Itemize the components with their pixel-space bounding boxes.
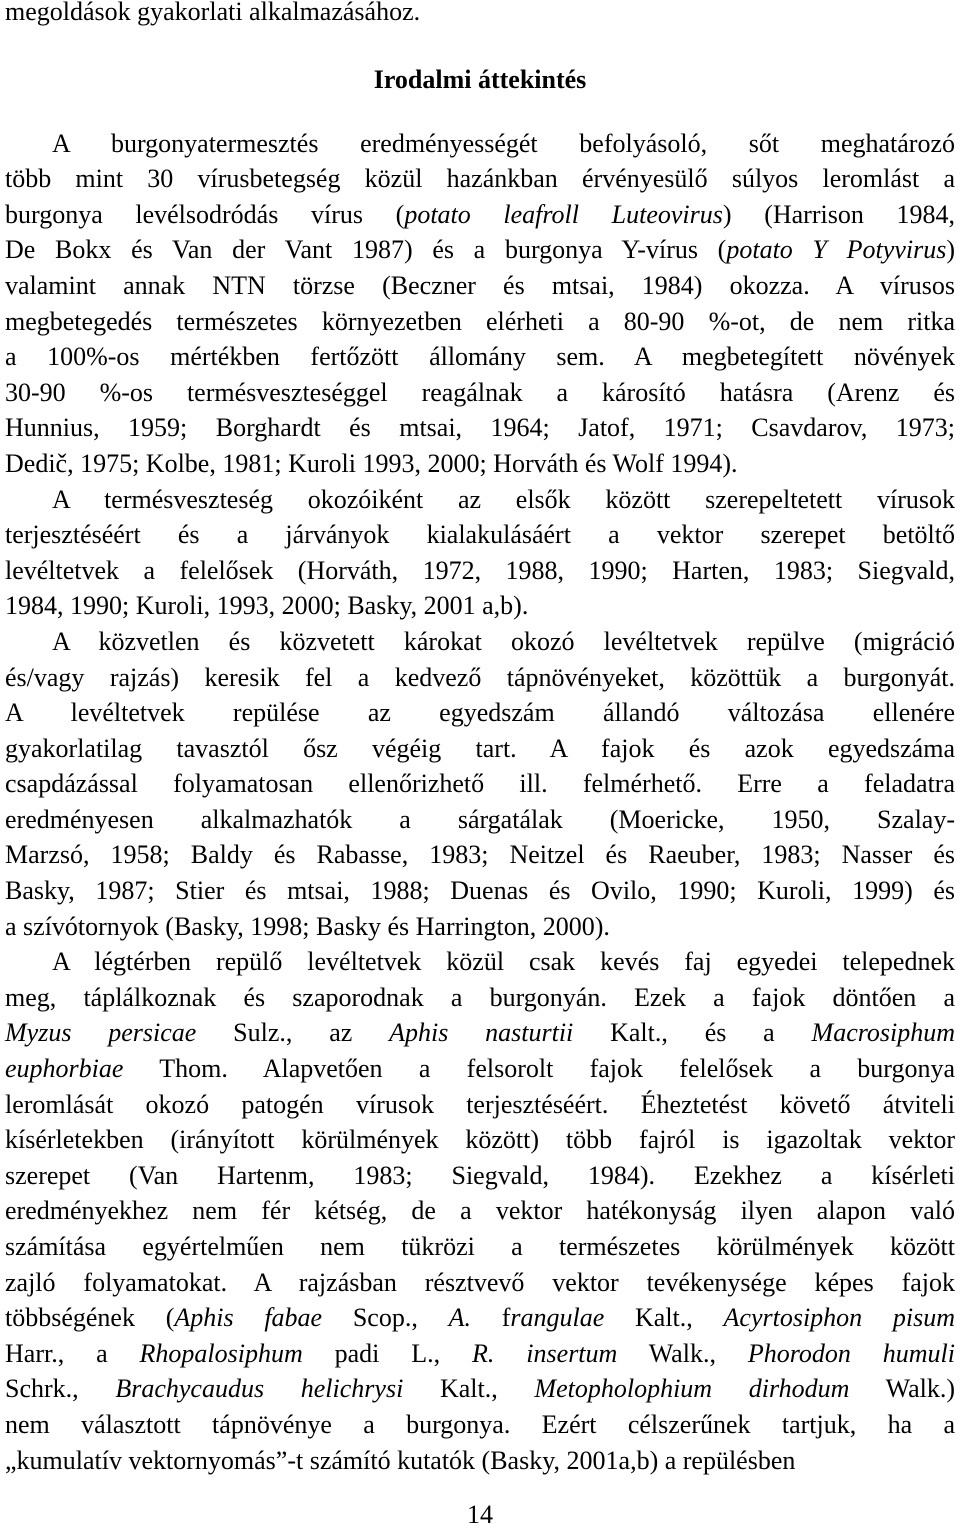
text-run: Harr., a: [5, 1338, 140, 1368]
text-run: Sulz., az: [196, 1018, 390, 1048]
text-run: valamint annak NTN törzse (Beczner és mtsai, 1984) okozza. A vírusos: [5, 270, 955, 300]
text-run: ): [946, 235, 955, 265]
text-line: [5, 873, 955, 909]
text-line: [5, 1158, 955, 1194]
text-line: [5, 588, 955, 624]
text-run: eredményesen alkalmazhatók a sárgatálak (Moericke, 1950, Szalay-: [5, 804, 955, 834]
text-run: burgonya levélsodródás vírus (: [5, 199, 405, 229]
italic-text: Phorodon humuli: [747, 1338, 955, 1368]
text-line: [5, 304, 955, 340]
paragraph: [5, 126, 955, 482]
text-line: [5, 339, 955, 375]
text-line: [5, 660, 955, 696]
text-line: [5, 410, 955, 446]
text-run: terjesztéséért és a járványok kialakulásáért a vektor szerepet betöltő: [5, 520, 955, 550]
italic-text: Macrosiphum: [811, 1018, 956, 1048]
italic-text: Myzus persicae: [5, 1018, 197, 1048]
text-line: [5, 1371, 955, 1407]
text-run: a szívótornyok (Basky, 1998; Basky és Harrington, 2000).: [5, 911, 610, 941]
text-line: [5, 1336, 955, 1372]
text-run: Kalt.,: [604, 1303, 724, 1333]
text-line: [5, 1265, 955, 1301]
text-run: nem választott tápnövénye a burgonya. Ezért célszerűnek tartjuk, ha a: [5, 1409, 955, 1439]
italic-text: R. insertum: [472, 1338, 618, 1368]
paragraph: [5, 944, 955, 1478]
text-run: többségének (: [5, 1303, 175, 1333]
text-run: csapdázással folyamatosan ellenőrizhető ill. felmérhető. Erre a feladatra: [5, 769, 955, 799]
text-line: [5, 1051, 955, 1087]
document-page: [5, 0, 955, 1478]
body-text: [5, 126, 955, 1479]
text-line: [5, 624, 955, 660]
text-run: szerepet (Van Hartenm, 1983; Siegvald, 1984). Ezekhez a kísérleti: [5, 1160, 955, 1190]
text-line: [5, 802, 955, 838]
paragraph: [5, 482, 955, 624]
text-run: több mint 30 vírusbetegség közül hazánkban érvényesülő súlyos leromlást a: [5, 164, 955, 194]
text-line: [5, 1407, 955, 1443]
text-line: [5, 375, 955, 411]
text-run: f: [470, 1303, 511, 1333]
text-line: [5, 517, 955, 553]
text-run: levéltetvek a felelősek (Horváth, 1972, 1988, 1990; Harten, 1983; Siegvald,: [5, 555, 955, 585]
text-run: eredményekhez nem fér kétség, de a vektor hatékonyság ilyen alapon való: [5, 1196, 955, 1226]
text-line: [5, 1122, 955, 1158]
text-run: számítása egyértelműen nem tükrözi a természetes körülmények között: [5, 1232, 955, 1261]
text-run: A levéltetvek repülése az egyedszám állandó változása ellenére: [5, 698, 955, 728]
text-run: A közvetlen és közvetett károkat okozó levéltetvek repülve (migráció: [52, 626, 955, 656]
italic-text: potato leafroll Luteovirus: [404, 199, 723, 229]
text-run: Kalt., és a: [573, 1018, 812, 1048]
text-line: [5, 553, 955, 589]
section-heading: Irodalmi áttekintés: [373, 64, 587, 94]
italic-text: Rhopalosiphum: [139, 1338, 303, 1368]
italic-text: Brachycaudus helichrysi: [115, 1374, 404, 1404]
italic-text: rangulae: [510, 1303, 605, 1333]
text-run: Basky, 1987; Stier és mtsai, 1988; Duenas és Ovilo, 1990; Kuroli, 1999) és: [5, 876, 955, 906]
text-run: Marzsó, 1958; Baldy és Rabasse, 1983; Neitzel és Raeuber, 1983; Nasser és: [5, 840, 955, 870]
text-line: [5, 1229, 955, 1265]
text-line: [5, 1300, 955, 1336]
text-run: megbetegedés természetes környezetben elérheti a 80-90 %-ot, de nem ritka: [5, 306, 955, 336]
text-run: Dedič, 1975; Kolbe, 1981; Kuroli 1993, 2000; Horváth és Wolf 1994).: [5, 448, 738, 478]
text-run: Kalt.,: [403, 1374, 535, 1404]
text-run: 30-90 %-os termésveszteséggel reagálnak a károsító hatásra (Arenz és: [5, 377, 955, 407]
text-run: Schrk.,: [5, 1374, 116, 1404]
text-run: ) (Harrison 1984,: [722, 199, 955, 229]
italic-text: potato Y Potyvirus: [726, 235, 947, 265]
text-run: Hunnius, 1959; Borghardt és mtsai, 1964; Jatof, 1971; Csavdarov, 1973;: [5, 413, 955, 443]
text-run: Walk.): [849, 1374, 955, 1404]
text-line: [5, 695, 955, 731]
text-line: [5, 837, 955, 873]
text-run: A légtérben repülő levéltetvek közül csak kevés faj egyedei telepednek: [52, 947, 955, 977]
text-line: [5, 482, 955, 518]
text-run: A burgonyatermesztés eredményességét befolyásoló, sőt meghatározó: [52, 128, 955, 158]
paragraph: [5, 624, 955, 944]
italic-text: Acyrtosiphon pisum: [723, 1303, 956, 1333]
text-run: A termésveszteség okozóiként az elsők között szerepeltetett vírusok: [52, 484, 955, 514]
text-line: [5, 944, 955, 980]
text-line: [5, 909, 955, 945]
text-run: „kumulatív vektornyomás”-t számító kutatók (Basky, 2001a,b) a repülésben: [5, 1445, 796, 1475]
page-number: 14: [467, 1500, 493, 1529]
text-run: 1984, 1990; Kuroli, 1993, 2000; Basky, 2001 a,b).: [5, 591, 529, 621]
text-line: [5, 980, 955, 1016]
continuation-line: megoldások gyakorlati alkalmazásához.: [5, 0, 421, 26]
text-line: [5, 1087, 955, 1123]
text-run: zajló folyamatokat. A rajzásban résztvevő vektor tevékenysége képes fajok: [5, 1267, 955, 1297]
text-run: Walk.,: [617, 1338, 748, 1368]
text-line: [5, 126, 955, 162]
text-run: és/vagy rajzás) keresik fel a kedvező tápnövényeket, közöttük a burgonyát.: [5, 662, 955, 692]
text-run: De Bokx és Van der Vant 1987) és a burgonya Y-vírus (: [5, 235, 727, 265]
text-line: [5, 766, 955, 802]
italic-text: A.: [448, 1303, 471, 1333]
text-run: gyakorlatilag tavasztól ősz végéig tart. A fajok és azok egyedszáma: [5, 733, 955, 763]
text-line: [5, 446, 955, 482]
text-line: [5, 197, 955, 233]
text-run: Scop.,: [322, 1303, 449, 1333]
italic-text: euphorbiae: [5, 1054, 124, 1084]
text-line: [5, 268, 955, 304]
italic-text: Metopholophium dirhodum: [534, 1374, 850, 1404]
italic-text: Aphis fabae: [174, 1303, 323, 1333]
text-run: padi L.,: [302, 1338, 473, 1368]
text-line: [5, 731, 955, 767]
text-run: meg, táplálkoznak és szaporodnak a burgonyán. Ezek a fajok döntően a: [5, 982, 955, 1012]
text-run: Thom. Alapvetően a felsorolt fajok felelősek a burgonya: [123, 1054, 955, 1084]
text-run: kísérletekben (irányított körülmények között) több fajról is igazoltak vektor: [5, 1125, 955, 1155]
text-line: [5, 1193, 955, 1229]
text-line: [5, 232, 955, 268]
text-line: [5, 161, 955, 197]
text-run: leromlását okozó patogén vírusok terjesztéséért. Éheztetést követő átviteli: [5, 1089, 955, 1119]
italic-text: Aphis nasturtii: [389, 1018, 574, 1048]
text-line: [5, 1443, 955, 1479]
text-line: [5, 1015, 955, 1051]
text-run: a 100%-os mértékben fertőzött állomány sem. A megbetegített növények: [5, 342, 955, 372]
